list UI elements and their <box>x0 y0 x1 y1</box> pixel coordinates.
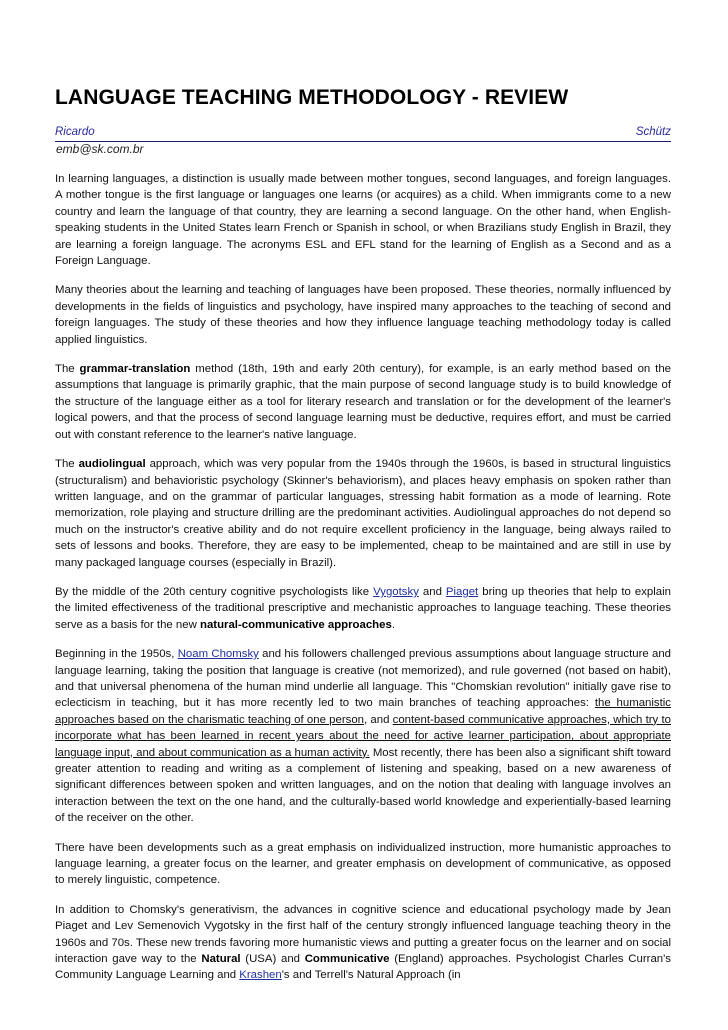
text-span: The <box>55 363 80 376</box>
link-krashen[interactable]: Krashen <box>239 969 282 982</box>
author-last-name: Schütz <box>635 126 671 138</box>
underlined-content-based: content-based communicative approaches, which try to incorporate what has been learned in recent years about the need for active learner participation, about appropriate language input, and about communication as a human activity. <box>55 713 671 759</box>
text-span: approach, which was very popular from the 1940s through the 1960s, is based in structural linguistics (structuralism) and behavioristic psychology (Skinner's behaviorism), and places heavy emphasis on spoken rather than written language, and on the grammar of particular languages, stressing habit formation as a mode of learning. Rote memorization, role playing and structure drilling are the predominant activities. Audiolingual approaches do not depend so much on the instructor's creative ability and do not require excellent proficiency in the language, being always railed to sets of lessons and books. Therefore, they are easy to be implemented, cheap to be maintained and are still in use by many packaged language courses (especially in Brazil). <box>55 458 671 569</box>
author-first-name: Ricardo <box>55 126 95 138</box>
text-span: (England) approaches. Psychologist Charles Curran's Community Language Learning and <box>55 953 671 982</box>
paragraph-audiolingual <box>55 456 671 571</box>
link-noam-chomsky[interactable]: Noam Chomsky <box>177 648 259 661</box>
text-span: . <box>391 618 395 631</box>
text-span: and <box>418 585 446 598</box>
term-communicative: Communicative <box>304 953 390 966</box>
underlined-humanistic: the humanistic approaches based on the charismatic teaching of one person <box>55 697 672 726</box>
paragraph-generativism <box>55 902 671 984</box>
paragraph-cognitive <box>55 584 671 633</box>
text-span: Beginning in the 1950s, <box>55 648 178 661</box>
text-span: In addition to Chomsky's generativism, the advances in cognitive science and educational psychology made by Jean Piaget and Lev Semenovich Vygotsky in the first half of the century strongly influenced language teaching theory in the 1960s and 70s. These new trends favoring more humanistic views and putting a greater focus on the learner and on social interaction gave way to the <box>55 903 671 966</box>
text-span: The <box>55 458 79 471</box>
link-piaget[interactable]: Piaget <box>445 585 479 598</box>
paragraph-grammar-translation <box>55 361 671 443</box>
text-span: (USA) and <box>240 953 305 966</box>
paragraph-chomsky <box>55 646 671 826</box>
text-span: 's and Terrell's Natural Approach (in <box>281 969 461 982</box>
text-span: , and <box>364 713 393 726</box>
paragraph-intro: In learning languages, a distinction is usually made between mother tongues, second languages, and foreign languages. A mother tongue is the first language or languages one learns (or acquires) as a child. When immigrants come to a new country and learn the language of that country, they are learning a second language. On the other hand, when English-speaking students in the United States learn French or Spanish in school, or when Brazilians study English in Brazil, they are learning a foreign language. The acronyms ESL and EFL stand for the learning of English as a Second and as a Foreign Language. <box>55 173 671 268</box>
term-grammar-translation: grammar-translation <box>79 363 191 376</box>
author-byline <box>55 125 671 142</box>
author-email: emb@sk.com.br <box>56 142 144 156</box>
text-span: and his followers challenged previous assumptions about language structure and language learning, taking the position that language is creative (not memorized), and rule governed (not based on habit), and that universal phenomena of the human mind underlie all language. This "Chomskian revolution" initially gave rise to eclecticism in teaching, but it has more recently led to two main branches of teaching approaches: <box>55 648 671 710</box>
term-natural-communicative: natural-communicative approaches <box>200 618 392 631</box>
text-span: method (18th, 19th and early 20th century), for example, is an early method based on the assumptions that language is primarily graphic, that the main purpose of second language study is to build knowledge of the structure of the language either as a tool for literary research and translation or for the development of the learner's logical powers, and that the process of second language learning must be deductive, requires effort, and must be carried out with constant reference to the learner's native language. <box>55 363 671 441</box>
link-vygotsky[interactable]: Vygotsky <box>373 585 419 598</box>
text-span: Most recently, there has been also a significant shift toward greater attention to reading and writing as a complement of listening and speaking, based on a new awareness of significant differences between spoken and written languages, and on the notion that dealing with language involves an interaction between the text on the one hand, and the culturally-based world knowledge and experientially-based learning of the receiver on the other. <box>55 746 671 825</box>
term-natural: Natural <box>201 953 241 966</box>
term-audiolingual: audiolingual <box>78 458 146 471</box>
article-body <box>55 171 671 997</box>
paragraph-developments: There have been developments such as a great emphasis on individualized instruction, more humanistic approaches to language learning, a greater focus on the learner, and greater emphasis on development of communicative, as opposed to merely linguistic, competence. <box>55 841 671 887</box>
text-span: By the middle of the 20th century cognitive psychologists like <box>55 585 374 598</box>
text-span: bring up theories that help to explain the limited effectiveness of the traditional prescriptive and mechanistic approaches to language teaching. These theories serve as a basis for the new <box>55 585 671 631</box>
paragraph-theories: Many theories about the learning and teaching of languages have been proposed. These theories, normally influenced by developments in the fields of linguistics and psychology, have inspired many approaches to the teaching of second and foreign languages. The study of these theories and how they influence language teaching methodology today is called applied linguistics. <box>55 284 671 346</box>
page-title: LANGUAGE TEACHING METHODOLOGY - REVIEW <box>55 86 569 109</box>
